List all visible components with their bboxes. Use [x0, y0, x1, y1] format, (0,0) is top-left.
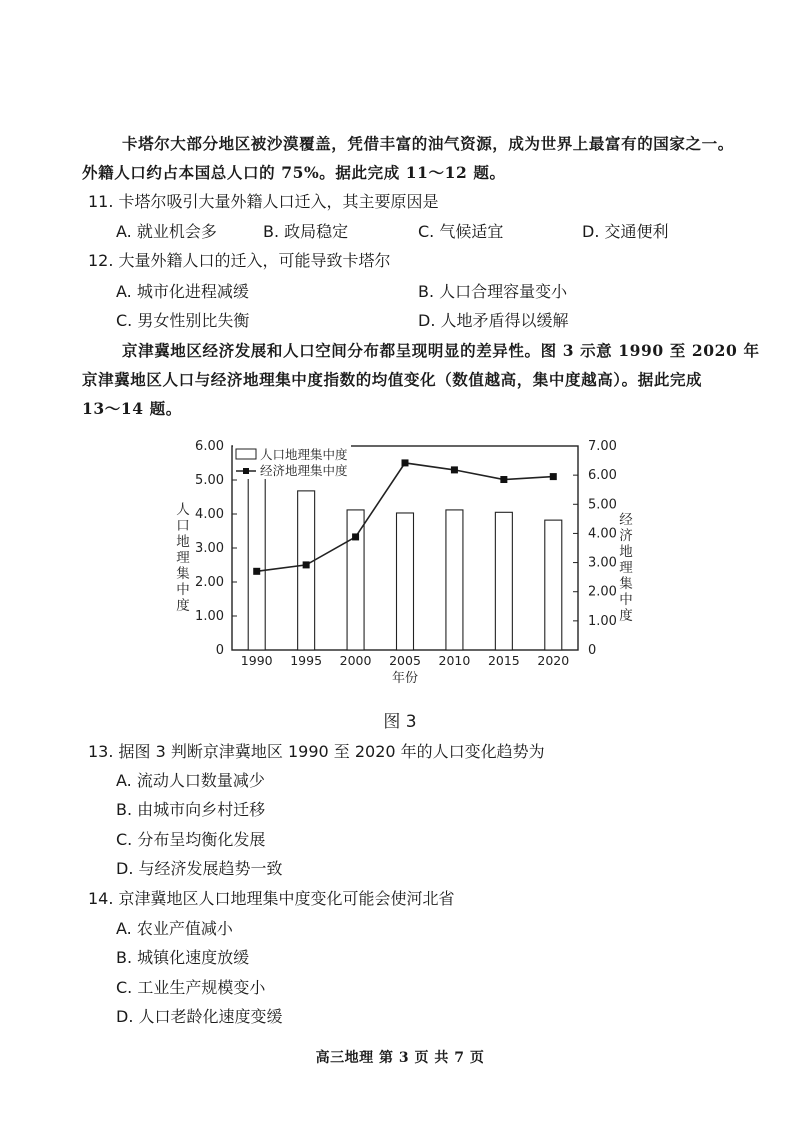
y-right-tick-label: 3.00 [588, 555, 617, 571]
y-left-tick-label: 1.00 [195, 609, 224, 624]
question-12-option-b: B. 人口合理容量变小 [418, 282, 568, 301]
question-11-option-a: A. 就业机会多 [116, 222, 217, 241]
x-tick-label: 1990 [240, 653, 273, 668]
bar-population-1990 [248, 478, 265, 650]
intro-text-line-2: 外籍人口约占本国总人口的 75%。据此完成 11～12 题。 [82, 163, 506, 182]
y-left-tick-label: 4.00 [195, 507, 224, 522]
bar-population-2020 [545, 520, 562, 650]
x-axis-label: 年份 [391, 671, 419, 686]
question-12-option-d: D. 人地矛盾得以缓解 [418, 311, 569, 330]
intro2-text-line-1: 京津冀地区经济发展和人口空间分布都呈现明显的差异性。图 3 示意 1990 至 2020 年 [122, 341, 760, 360]
legend-label-population: 人口地理集中度 [260, 447, 348, 462]
y-right-tick-label: 0 [588, 643, 597, 658]
question-12-option-a: A. 城市化进程减缓 [116, 282, 249, 301]
y-left-tick-label: 5.00 [195, 473, 224, 488]
y-right-tick-label: 5.00 [588, 497, 617, 513]
bar-population-1995 [298, 491, 315, 650]
bar-population-2015 [495, 512, 512, 650]
y-left-tick-label: 2.00 [195, 575, 224, 590]
y-right-tick-label: 4.00 [588, 526, 617, 542]
y-right-tick-label: 6.00 [588, 468, 617, 484]
y-left-tick-label: 6.00 [195, 439, 224, 454]
y-left-axis-label: 人口地理集中度 [176, 502, 190, 614]
x-tick-label: 2015 [487, 653, 520, 668]
question-11-option-d: D. 交通便利 [582, 222, 669, 241]
question-14-option-b: B. 城镇化速度放缓 [116, 948, 250, 967]
intro-text-line-1: 卡塔尔大部分地区被沙漠覆盖，凭借丰富的油气资源，成为世界上最富有的国家之一。 [122, 134, 734, 153]
intro2-text-line-3: 13～14 题。 [82, 399, 182, 418]
x-tick-label: 1995 [290, 653, 323, 668]
y-right-tick-label: 1.00 [588, 613, 617, 629]
y-right-axis-label: 经济地理集中度 [619, 512, 633, 624]
bar-population-2000 [347, 510, 364, 650]
y-right-tick-label: 2.00 [588, 584, 617, 600]
point-economy-2020 [550, 473, 557, 480]
legend-label-economy: 经济地理集中度 [260, 463, 348, 478]
point-economy-1990 [253, 568, 260, 575]
x-tick-label: 2010 [438, 653, 471, 668]
question-13-option-c: C. 分布呈均衡化发展 [116, 830, 266, 849]
legend-swatch-marker [243, 468, 249, 474]
question-14-stem: 14. 京津冀地区人口地理集中度变化可能会使河北省 [88, 889, 455, 908]
legend-swatch-bar [236, 449, 256, 459]
question-14-option-c: C. 工业生产规模变小 [116, 978, 266, 997]
question-14-option-a: A. 农业产值减小 [116, 919, 233, 938]
x-tick-label: 2000 [339, 653, 372, 668]
point-economy-1995 [303, 561, 310, 568]
x-tick-label: 2005 [389, 653, 421, 668]
intro2-text-line-2: 京津冀地区人口与经济地理集中度指数的均值变化（数值越高，集中度越高）。据此完成 [82, 370, 703, 389]
question-12-stem: 12. 大量外籍人口的迁入，可能导致卡塔尔 [88, 251, 391, 270]
question-11-option-c: C. 气候适宜 [418, 222, 504, 241]
question-12-option-c: C. 男女性别比失衡 [116, 311, 250, 330]
question-14-option-d: D. 人口老龄化速度变缓 [116, 1007, 283, 1026]
bar-population-2005 [397, 513, 414, 650]
question-13-stem: 13. 据图 3 判断京津冀地区 1990 至 2020 年的人口变化趋势为 [88, 742, 545, 761]
question-13-option-b: B. 由城市向乡村迁移 [116, 800, 266, 819]
bar-population-2010 [446, 510, 463, 650]
y-left-tick-label: 0 [215, 643, 224, 658]
population-economy-chart [0, 430, 800, 700]
figure-caption: 图 3 [383, 712, 417, 732]
question-13-option-a: A. 流动人口数量减少 [116, 771, 265, 790]
question-13-option-d: D. 与经济发展趋势一致 [116, 859, 283, 878]
y-left-tick-label: 3.00 [195, 541, 224, 556]
point-economy-2000 [352, 533, 359, 540]
point-economy-2005 [402, 459, 409, 466]
question-11-option-b: B. 政局稳定 [263, 222, 349, 241]
question-11-stem: 11. 卡塔尔吸引大量外籍人口迁入，其主要原因是 [88, 192, 439, 211]
y-right-tick-label: 7.00 [588, 439, 617, 454]
point-economy-2010 [451, 466, 458, 473]
page-footer: 高三地理 第 3 页 共 7 页 [315, 1050, 485, 1066]
point-economy-2015 [500, 476, 507, 483]
x-tick-label: 2020 [537, 653, 570, 668]
